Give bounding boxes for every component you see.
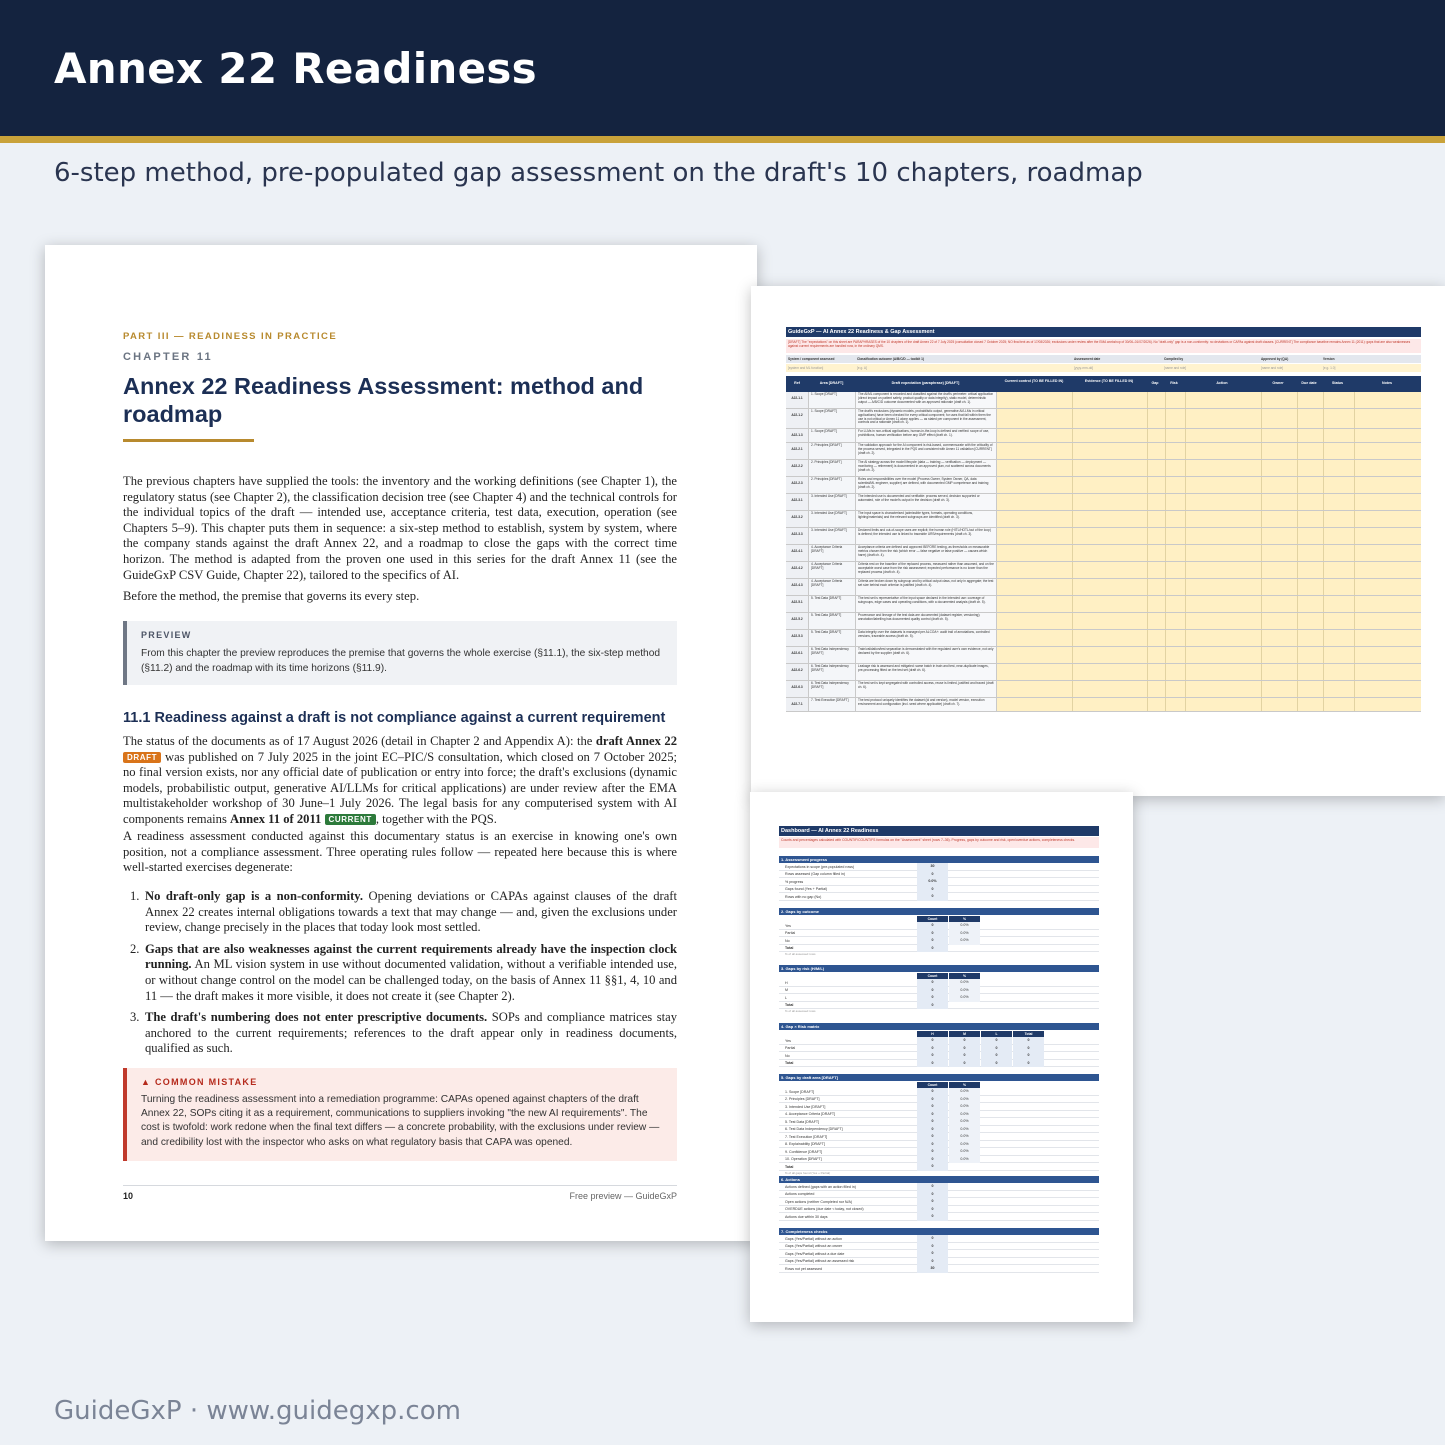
footer-text: GuideGxP · www.guidegxp.com — [54, 1396, 461, 1426]
dashboard-row: Actions due within 30 days 0 — [779, 1213, 1099, 1221]
dashboard-row: L 0 0.0% — [779, 994, 1099, 1002]
draft-annex-name: draft Annex 22 — [595, 734, 678, 748]
dashboard-row: OVERDUE actions (due date < today, not closed) 0 — [779, 1206, 1099, 1214]
section-column-headers: H M L Total — [779, 1031, 1099, 1037]
row-input-cells[interactable] — [996, 596, 1421, 612]
row-area: 4. Acceptance Criteria [DRAFT] — [808, 545, 855, 561]
row-ref: A22-6.1 — [786, 647, 808, 663]
chapter-label: CHAPTER 11 — [123, 351, 213, 363]
dashboard-row: 5. Test Data [DRAFT] 0 0.0% — [779, 1118, 1099, 1126]
dashboard-section — [779, 1228, 1099, 1273]
dashboard-note: Counts and percentages calculated with COUNTIF/COUNTIFS formulas on the "Assessment" sheet (rows 7–36). Progress, gaps by outcome and risk, open/overdue actions, completeness checks. — [779, 837, 1099, 848]
sheet-meta-labels: System / component assessed Classification outcome (A/B/C/D — toolkit 1) Assessment date Compiled by Approved by (QA) Version — [786, 355, 1421, 363]
dashboard-row: 4. Acceptance Criteria [DRAFT] 0 0.0% — [779, 1111, 1099, 1119]
dashboard-row: No 0 0 0 0 — [779, 1052, 1099, 1060]
row-expectation: For LLMs in non-critical applications, human-in-the-loop is defined and verified: scope of use, prohibitions, human verification before any GMP effect (draft ch. 1). — [855, 429, 996, 442]
row-area: 4. Acceptance Criteria [DRAFT] — [808, 579, 855, 595]
section-heading: 11.1 Readiness against a draft is not compliance against a current requirement — [123, 710, 666, 726]
page-title: Annex 22 Readiness — [54, 44, 537, 93]
page-number: 10 — [123, 1191, 134, 1201]
status-text-2: was published on 7 July 2025 in the joint EC–PIC/S consultation, which closed on 7 October 2025; no final version exists, nor any official date of publication or entry into force; the draft's exclusions (dynamic models, probabilistic output, generative AI/LLMs for critical applications) are under review after the EMA multistakeholder workshop of 30 June–1 July 2026. The legal basis for any computerised system with AI components remains — [123, 749, 677, 826]
row-input-cells[interactable] — [996, 494, 1421, 510]
row-expectation: Train/validation/test separation is demonstrated with the regulated user's own evidence, not only declared by the supplier (draft ch. 6). — [855, 647, 996, 663]
table-row — [786, 443, 1421, 460]
dashboard-row: Expectations in scope (pre-populated rows) 30 — [779, 863, 1099, 871]
section-title: 4. Gap × Risk matrix — [779, 1023, 1099, 1030]
row-expectation: Acceptance criteria are defined and approved BEFORE testing, as thresholds on measurable metrics chosen from the risk (which error — false negative or false positive — causes which harm) (draft ch. 4). — [855, 545, 996, 561]
row-ref: A22-2.1 — [786, 443, 808, 459]
row-area: 2. Principles [DRAFT] — [808, 443, 855, 459]
table-row — [786, 511, 1421, 528]
row-area: 5. Test Data [DRAFT] — [808, 596, 855, 612]
dashboard-row: Gaps (Yes/Partial) without an assessed risk 0 — [779, 1258, 1099, 1266]
row-ref: A22-5.3 — [786, 630, 808, 646]
row-expectation: The test set is representative of the input space declared in the intended use: coverage of subgroups, edge cases and operating conditions, with a documented analysis (draft ch. 5). — [855, 596, 996, 612]
sheet-rows — [786, 392, 1421, 712]
dashboard-section — [779, 856, 1099, 901]
row-input-cells[interactable] — [996, 443, 1421, 459]
intro-paragraph: The previous chapters have supplied the tools: the inventory and the working definitions (see Chapter 1), the regulatory status (see Chapter 2), the classification decision tree (see Chapter 4) and the technical controls for the individual topics of the draft — intended use, acceptance criteria, test data, execution, operation (see Chapters 5–9). This chapter puts them in sequence: a six-step method to establish, system by system, where the company stands against the draft Annex 22, and a roadmap to close the gaps with the correct time horizon. The method is adapted from the proven one used in this series for the draft Annex 11 (see the GuideGxP CSV Guide, Chapter 22), tailored to the specifics of AI. — [123, 474, 677, 582]
row-area: 6. Test Data Independency [DRAFT] — [808, 681, 855, 697]
table-row — [786, 681, 1421, 698]
dashboard-row: 6. Test Data Independency [DRAFT] 0 0.0% — [779, 1126, 1099, 1134]
chapter-title: Annex 22 Readiness Assessment: method and roadmap — [123, 373, 644, 427]
gap-assessment-sheet — [751, 286, 1445, 796]
row-expectation: The intended use is documented and verifiable: process served, decision supported or automated, role of the model's output in the decision (draft ch. 3). — [855, 494, 996, 510]
row-area: 6. Test Data Independency [DRAFT] — [808, 664, 855, 680]
row-ref: A22-4.1 — [786, 545, 808, 561]
row-expectation: The validation approach for the AI component is risk-based, commensurate with the criticality of the process served, integrated in the PQS and consistent with Annex 11 validation [CURRENT] (draft ch. 2). — [855, 443, 996, 459]
dashboard-section — [779, 1074, 1099, 1176]
row-area: 5. Test Data [DRAFT] — [808, 613, 855, 629]
preview-label: PREVIEW — [141, 630, 192, 640]
dashboard-row: Rows with no gap (No) 0 — [779, 893, 1099, 901]
row-area: 4. Acceptance Criteria [DRAFT] — [808, 562, 855, 578]
status-text-1: The status of the documents as of 17 August 2026 (detail in Chapter 2 and Appendix A): the — [123, 734, 596, 748]
row-input-cells[interactable] — [996, 528, 1421, 544]
dashboard-row: No 0 0.0% — [779, 937, 1099, 945]
table-row — [786, 528, 1421, 545]
row-area: 6. Test Data Independency [DRAFT] — [808, 647, 855, 663]
row-ref: A22-2.3 — [786, 477, 808, 493]
title-underline — [123, 439, 254, 442]
row-area: 1. Scope [DRAFT] — [808, 409, 855, 428]
row-expectation: The test protocol uniquely identifies the dataset (id and version), model version, execution environment and configuration (incl. seed where applicable) (draft ch. 7). — [855, 698, 996, 711]
table-row — [786, 409, 1421, 429]
table-row — [786, 664, 1421, 681]
dashboard-section — [779, 1023, 1099, 1067]
section-title: 5. Gaps by draft area [DRAFT] — [779, 1074, 1099, 1081]
row-ref: A22-3.3 — [786, 528, 808, 544]
row-input-cells[interactable] — [996, 630, 1421, 646]
dashboard-row: Total 0 — [779, 1002, 1099, 1010]
row-input-cells[interactable] — [996, 681, 1421, 697]
row-ref: A22-3.1 — [786, 494, 808, 510]
row-expectation: Criteria rest on the baseline of the replaced process, measured rather than assumed, and on the acceptable worst case from the risk assessment; expected performance is no lower than the replaced process (draft ch. 4). — [855, 562, 996, 578]
draft-badge: DRAFT — [123, 752, 161, 763]
dashboard-row: Yes 0 0.0% — [779, 922, 1099, 930]
dashboard-section — [779, 965, 1099, 1014]
dashboard-row: Rows not yet assessed 30 — [779, 1265, 1099, 1273]
section-title: 7. Completeness checks — [779, 1228, 1099, 1235]
row-input-cells[interactable] — [996, 460, 1421, 476]
dashboard-row: Total 0 — [779, 1163, 1099, 1171]
mistake-label: ▲ COMMON MISTAKE — [141, 1077, 258, 1087]
dashboard-row: Gaps found (Yes + Partial) 0 — [779, 886, 1099, 894]
row-ref: A22-4.3 — [786, 579, 808, 595]
dashboard-row: Gaps (Yes/Partial) without an action 0 — [779, 1235, 1099, 1243]
dashboard-row: Total 0 0 0 0 — [779, 1060, 1099, 1068]
row-ref: A22-5.2 — [786, 613, 808, 629]
dashboard-row: Partial 0 0.0% — [779, 930, 1099, 938]
dashboard-row: 10. Operation [DRAFT] 0 0.0% — [779, 1156, 1099, 1164]
dashboard-title: Dashboard — AI Annex 22 Readiness — [779, 826, 1099, 836]
row-ref: A22-7.1 — [786, 698, 808, 711]
dashboard-row: 3. Intended Use [DRAFT] 0 0.0% — [779, 1103, 1099, 1111]
row-area: 1. Scope [DRAFT] — [808, 392, 855, 408]
preview-callout — [123, 621, 677, 685]
table-row — [786, 477, 1421, 494]
sheet-note: [DRAFT] The "expectations" on this sheet are PARAPHRASES of the 10 chapters of the draft Annex 22 of 7 July 2025 (consultation closed 7 October 2025; NO final text as of 17/08/2026; exclusions under review after the EMA workshop of 30/06–01/07/2026). No "draft-only" gap is a non-conformity: no deviations or CAPAs against draft clauses. [CURRENT] The compliance baseline remains Annex 11 (2011): gaps that are also weaknesses against current requirements are handled now, in the ordinary QMS. — [786, 339, 1421, 353]
common-mistake-callout — [123, 1068, 677, 1161]
row-area: 1. Scope [DRAFT] — [808, 429, 855, 442]
current-annex-name: Annex 11 of 2011 — [230, 811, 322, 826]
table-row — [786, 429, 1421, 443]
row-input-cells[interactable] — [996, 429, 1421, 442]
table-row — [786, 630, 1421, 647]
dashboard-row: 7. Test Execution [DRAFT] 0 0.0% — [779, 1133, 1099, 1141]
rules-intro-paragraph: A readiness assessment conducted against this documentary status is an exercise in knowing one's own position, not a compliance assessment. Three operating rules follow — repeated here because this is where well-started exercises degenerate: — [123, 829, 677, 875]
dashboard-row: Yes 0 0 0 0 — [779, 1037, 1099, 1045]
list-item: 2. Gaps that are also weaknesses against the current requirements already have the inspection clock running. An ML vision system in use without documented validation, without a verifiable intended use, or without change control on the model can be challenged today, on the basis of Annex 11 §§1, 4, 10 and 11 — the draft makes it more visible, it does not create it (see Chapter 2). — [130, 941, 677, 1003]
row-ref: A22-5.1 — [786, 596, 808, 612]
list-item: 1. No draft-only gap is a non-conformity. Opening deviations or CAPAs against clauses of the draft Annex 22 creates internal obligations towards a text that may change — and, given the exclusions under review, change precisely in the places that today look most settled. — [130, 889, 677, 935]
row-input-cells[interactable] — [996, 647, 1421, 663]
row-area: 3. Intended Use [DRAFT] — [808, 494, 855, 510]
row-input-cells[interactable] — [996, 698, 1421, 711]
dashboard-row: H 0 0.0% — [779, 979, 1099, 987]
row-expectation: The AI strategy across the model lifecycle (data — training — verification — deployment — monitoring — retirement) is documented in an approved plan, not scattered across documents (draft ch. 2). — [855, 460, 996, 476]
row-ref: A22-1.1 — [786, 392, 808, 408]
page-footer — [123, 1185, 677, 1201]
status-text-3: , together with the PQS. — [375, 811, 497, 826]
table-row — [786, 698, 1421, 712]
row-input-cells[interactable] — [996, 562, 1421, 578]
dashboard-row: M 0 0.0% — [779, 987, 1099, 995]
dashboard-row: Rows assessed (Gap column filled in) 0 — [779, 871, 1099, 879]
table-row — [786, 596, 1421, 613]
table-row — [786, 545, 1421, 562]
row-expectation: Roles and responsibilities over the model (Process Owner, System Owner, QA, data scientist/ML engineer, supplier) are defined, with documented GMP competence and training (draft ch. 2). — [855, 477, 996, 493]
dashboard-row: Gaps (Yes/Partial) without a due date 0 — [779, 1250, 1099, 1258]
row-area: 7. Test Execution [DRAFT] — [808, 698, 855, 711]
row-expectation: Provenance and lineage of the test data are documented (dataset register, versioning); annotation/labelling has documented quality control (draft ch. 5). — [855, 613, 996, 629]
dashboard-row: Actions defined (gaps with an action filled in) 0 — [779, 1183, 1099, 1191]
row-input-cells[interactable] — [996, 579, 1421, 595]
row-expectation: The draft's exclusions (dynamic models, probabilistic output, generative AI/LLMs in critical applications) have been checked for every critical component; for uses that fall within them the use is not critical or Annex 11 alone applies — as stated per component in the assessment, controls and a rationale (draft ch. 1). — [855, 409, 996, 428]
row-input-cells[interactable] — [996, 511, 1421, 527]
dashboard-row: 9. Confidence [DRAFT] 0 0.0% — [779, 1148, 1099, 1156]
row-input-cells[interactable] — [996, 664, 1421, 680]
row-area: 3. Intended Use [DRAFT] — [808, 511, 855, 527]
dashboard-row: 8. Explainability [DRAFT] 0 0.0% — [779, 1141, 1099, 1149]
table-row — [786, 562, 1421, 579]
premise-paragraph: Before the method, the premise that governs its every step. — [123, 589, 420, 603]
section-footnote: % of all assessed rows — [785, 1009, 816, 1013]
dashboard-section — [779, 1176, 1099, 1221]
row-ref: A22-6.3 — [786, 681, 808, 697]
row-expectation: The AI/ML component is recorded and classified against the draft's perimeter: critical application (direct impact on patient safety, product quality or data integrity), static model, deterministic output — A/B/C/D outcome documented with an approved rationale (draft ch. 1). — [855, 392, 996, 408]
sheet-title: GuideGxP — AI Annex 22 Readiness & Gap Assessment — [786, 327, 1421, 337]
operating-rules-list — [123, 889, 677, 1063]
row-expectation: Declared limits and out-of-scope uses are explicit; the human role (HITL/HOTL/out of the loop) is defined; the intended use is linked to traceable URS/requirements (draft ch. 3). — [855, 528, 996, 544]
row-area: 2. Principles [DRAFT] — [808, 477, 855, 493]
row-ref: A22-1.3 — [786, 429, 808, 442]
row-area: 5. Test Data [DRAFT] — [808, 630, 855, 646]
row-expectation: Leakage risk is assessed and mitigated: same batch in train and test, near-duplicate images, pre-processing fitted on the test set (draft ch. 6). — [855, 664, 996, 680]
table-row — [786, 613, 1421, 630]
dashboard-row: Partial 0 0 0 0 — [779, 1045, 1099, 1053]
row-expectation: The input space is characterised (admissible types, formats, operating conditions, lighting/materials) and the relevant subgroups are identified (draft ch. 3). — [855, 511, 996, 527]
table-row — [786, 647, 1421, 664]
status-paragraph — [123, 734, 677, 828]
table-row — [786, 579, 1421, 596]
dashboard-row: 1. Scope [DRAFT] 0 0.0% — [779, 1088, 1099, 1096]
table-row — [786, 460, 1421, 477]
dashboard-row: Open actions (neither Completed nor N/A) 0 — [779, 1198, 1099, 1206]
row-ref: A22-4.2 — [786, 562, 808, 578]
section-footnote: % of all assessed rows — [785, 952, 816, 956]
part-label: PART III — READINESS IN PRACTICE — [123, 331, 338, 342]
section-footnote: % of all gaps found (Yes + Partial) — [785, 1170, 831, 1175]
row-input-cells[interactable] — [996, 613, 1421, 629]
section-column-headers: Count % — [779, 916, 1099, 922]
row-input-cells[interactable] — [996, 545, 1421, 561]
dashboard-row: Total 0 — [779, 945, 1099, 953]
sheet-meta-inputs[interactable]: [system and ML function] [e.g. A] [yyyy-mm-dd] [name and role] [name and role] [e.g. 1.0] — [786, 364, 1421, 372]
dashboard-row: Gaps (Yes/Partial) without an owner 0 — [779, 1243, 1099, 1251]
section-title: 2. Gaps by outcome — [779, 908, 1099, 915]
dashboard-section — [779, 908, 1099, 957]
row-input-cells[interactable] — [996, 477, 1421, 493]
row-expectation: The test set is kept segregated with controlled access, reuse is limited, justified and traced (draft ch. 6). — [855, 681, 996, 697]
row-area: 2. Principles [DRAFT] — [808, 460, 855, 476]
row-input-cells[interactable] — [996, 409, 1421, 428]
section-title: 3. Gaps by risk (H/M/L) — [779, 965, 1099, 972]
section-column-headers: Count % — [779, 973, 1099, 979]
list-item: 3. The draft's numbering does not enter prescriptive documents. SOPs and compliance matrices stay anchored to the current requirements; references to the draft appear only in readiness documents, qualified as such. — [130, 1010, 678, 1056]
header-banner — [0, 0, 1445, 136]
row-ref: A22-3.2 — [786, 511, 808, 527]
dashboard-row: 2. Principles [DRAFT] 0 0.0% — [779, 1096, 1099, 1104]
dashboard-row: Actions completed 0 — [779, 1191, 1099, 1199]
current-badge: CURRENT — [325, 814, 376, 825]
mistake-text: Turning the readiness assessment into a remediation programme: CAPAs opened against chapters of the draft Annex 22, SOPs citing it as a requirement, communications to suppliers invoking "the new AI requirements". The cost is twofold: work redone when the final text differs — a concrete probability, with the exclusions under review — and credibility lost with the inspector who asks on what regulatory basis that CAPA was opened. — [141, 1094, 660, 1148]
section-column-headers: Count % — [779, 1082, 1099, 1088]
row-ref: A22-1.2 — [786, 409, 808, 428]
section-title: 1. Assessment progress — [779, 856, 1099, 863]
sheet-column-headers: Ref Area [DRAFT] Draft expectation (paraphrase) [DRAFT] Current control (TO BE FILLED IN) Evidence (TO BE FILLED IN) Gap Risk Action Owner Due date Status Notes — [786, 376, 1421, 392]
header-accent-line — [0, 136, 1445, 143]
section-title: 6. Actions — [779, 1176, 1099, 1183]
dashboard-row: % progress 0.0% — [779, 878, 1099, 886]
row-ref: A22-6.2 — [786, 664, 808, 680]
row-expectation: Criteria are broken down by subgroup and by critical output class, not only in aggregate; the test set size behind each criterion is justified (draft ch. 4). — [855, 579, 996, 595]
dashboard-sheet — [750, 792, 1133, 1322]
page-footer-text: Free preview — GuideGxP — [569, 1191, 677, 1201]
row-input-cells[interactable] — [996, 392, 1421, 408]
row-area: 3. Intended Use [DRAFT] — [808, 528, 855, 544]
table-row — [786, 392, 1421, 409]
row-expectation: Data integrity over the datasets is managed per ALCOA+: audit trail of annotations, controlled versions, traceable access (draft ch. 5). — [855, 630, 996, 646]
page-subtitle: 6-step method, pre-populated gap assessment on the draft's 10 chapters, roadmap — [54, 158, 1143, 188]
book-page-preview — [45, 245, 757, 1241]
table-row — [786, 494, 1421, 511]
row-ref: A22-2.2 — [786, 460, 808, 476]
preview-text: From this chapter the preview reproduces the premise that governs the whole exercise (§11.1), the six-step method (§11.2) and the roadmap with its time horizons (§11.9). — [141, 648, 661, 674]
